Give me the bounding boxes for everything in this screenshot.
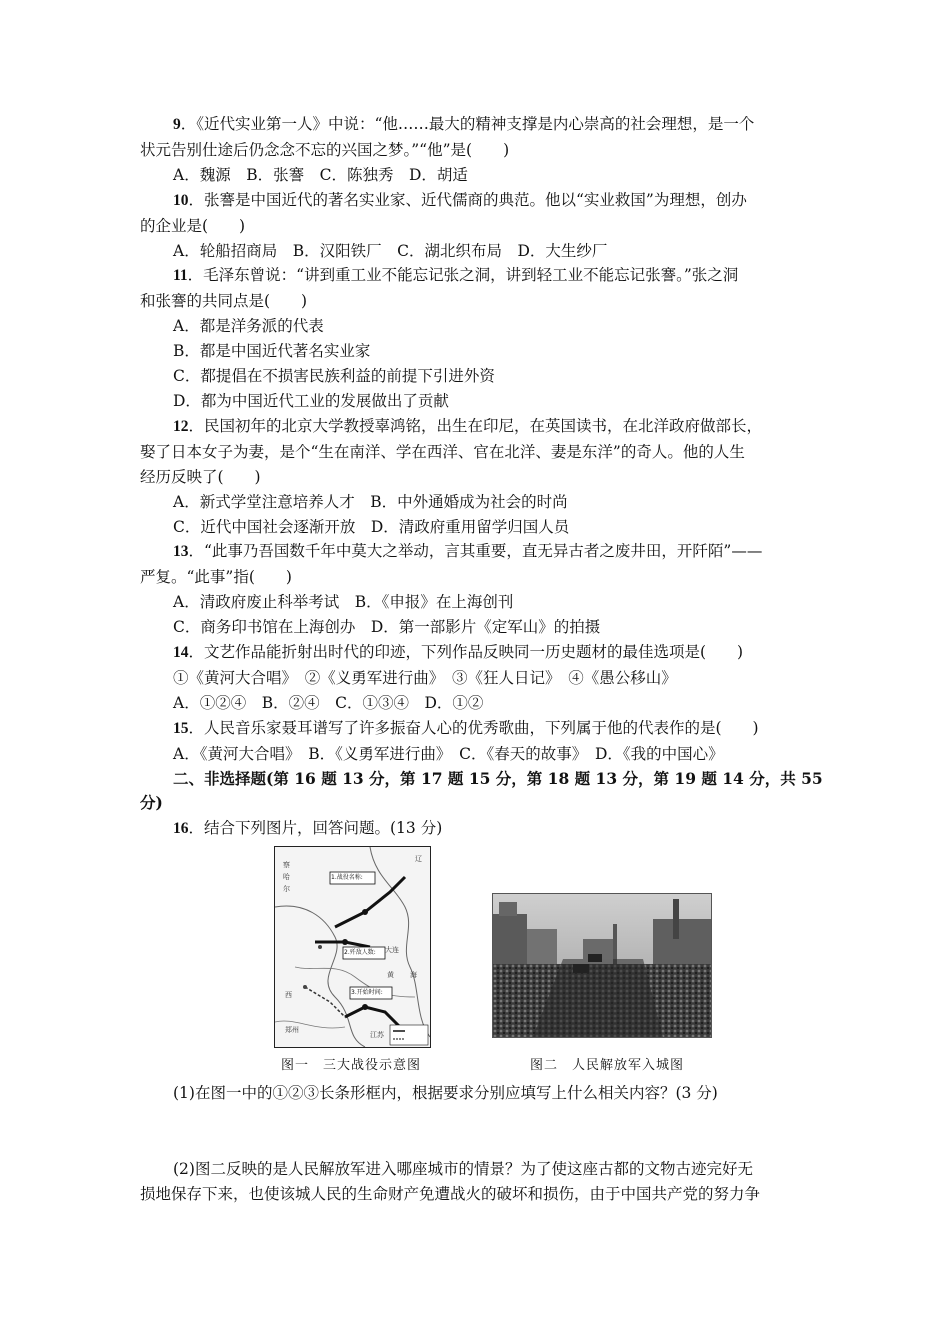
svg-text:察: 察 bbox=[283, 861, 290, 870]
q13-options-ab: A．清政府废止科举考试 B．《申报》在上海创刊 bbox=[173, 593, 514, 612]
q13-number: 13 bbox=[173, 543, 189, 561]
map-box-2-label: 2.歼敌人数: bbox=[344, 949, 376, 957]
q12-number: 12 bbox=[173, 417, 189, 435]
q15-number: 15 bbox=[173, 719, 189, 737]
q9-line2: 状元告别仕途后仍念念不忘的兴国之梦。”“他”是( ) bbox=[140, 140, 510, 159]
svg-text:大连: 大连 bbox=[385, 946, 399, 955]
q11-option-d: D．都为中国近代工业的发展做出了贡献 bbox=[173, 391, 449, 410]
q10-line2: 的企业是( ) bbox=[140, 216, 246, 235]
q15-options: A．《黄河大合唱》 B．《义勇军进行曲》 C．《春天的故事》 D．《我的中国心》 bbox=[173, 744, 724, 763]
svg-text:哈: 哈 bbox=[283, 873, 290, 882]
army-entering-city-image bbox=[493, 894, 711, 1037]
q10-options: A．轮船招商局 B．汉阳铁厂 C．湖北织布局 D．大生纱厂 bbox=[173, 241, 608, 260]
q12-line1: 12．民国初年的北京大学教授辜鸿铭，出生在印尼，在英国读书，在北洋政府做部长， bbox=[173, 416, 763, 435]
q11-option-a: A．都是洋务派的代表 bbox=[173, 317, 324, 336]
svg-text:黄: 黄 bbox=[387, 971, 394, 980]
q16-number: 16 bbox=[173, 820, 189, 838]
svg-text:辽: 辽 bbox=[415, 855, 422, 864]
q14-options: A．①②④ B．②④ C．①③④ D．①② bbox=[173, 693, 484, 712]
q11-option-c: C．都提倡在不损害民族利益的前提下引进外资 bbox=[173, 367, 495, 386]
q9-number: 9 bbox=[173, 116, 181, 133]
battle-map-figure bbox=[274, 846, 431, 1048]
svg-text:西: 西 bbox=[285, 991, 292, 1000]
q11-line2: 和张謇的共同点是( ) bbox=[140, 292, 308, 311]
map-box-3-label: 3.开始时间: bbox=[351, 989, 383, 997]
map-box-1-label: 1.战役名称: bbox=[331, 874, 363, 882]
q14-line1: 14．文艺作品能折射出时代的印迹，下列作品反映同一历史题材的最佳选项是( ) bbox=[173, 643, 744, 662]
q16-figures bbox=[140, 846, 812, 1081]
q11-line1: 11．毛泽东曾说：“讲到重工业不能忘记张之洞，讲到轻工业不能忘记张謇。”张之洞 bbox=[173, 266, 739, 285]
q12-options-cd: C．近代中国社会逐渐开放 D．清政府重用留学归国人员 bbox=[173, 517, 570, 536]
q16-part1: (1)在图一中的①②③长条形框内，根据要求分别应填写上什么相关内容？(3 分) bbox=[173, 1084, 718, 1103]
army-entering-city-photo bbox=[492, 893, 712, 1038]
q10-line1: 10．张謇是中国近代的著名实业家、近代儒商的典范。他以“实业救国”为理想，创办 bbox=[173, 190, 747, 209]
q13-line2: 严复。“此事”指( ) bbox=[140, 568, 292, 587]
svg-text:郑州: 郑州 bbox=[285, 1026, 299, 1035]
q13-options-cd: C．商务印书馆在上海创办 D．第一部影片《定军山》的拍摄 bbox=[173, 618, 601, 637]
q13-line1: 13．“此事乃吾国数千年中莫大之举动，言其重要，直无异古者之废井田，开阡陌”—— bbox=[173, 542, 763, 561]
figure1-caption: 图一 三大战役示意图 bbox=[281, 1058, 422, 1074]
svg-text:江苏: 江苏 bbox=[370, 1031, 384, 1040]
q16-part2-line2: 损地保存下来，也使该城人民的生命财产免遭战火的破坏和损伤，由于中国共产党的努力争 bbox=[140, 1185, 761, 1204]
q12-line3: 经历反映了( ) bbox=[140, 467, 261, 486]
section2-heading-line1: 二、非选择题(第 16 题 13 分，第 17 题 15 分，第 18 题 13 分，第 19 题 14 分，共 55 bbox=[173, 768, 823, 788]
q11-option-b: B．都是中国近代著名实业家 bbox=[173, 342, 371, 361]
svg-text:海: 海 bbox=[410, 971, 417, 980]
exam-page bbox=[140, 112, 823, 1207]
q10-number: 10 bbox=[173, 191, 189, 209]
q16-part2-line1: (2)图二反映的是人民解放军进入哪座城市的情景？为了使这座古都的文物古迹完好无 bbox=[173, 1160, 753, 1179]
q9-options: A．魏源 B．张謇 C．陈独秀 D．胡适 bbox=[173, 165, 468, 184]
q14-number: 14 bbox=[173, 644, 189, 662]
q12-line2: 娶了日本女子为妻，是个“生在南洋、学在西洋、官在北洋、妻是东洋”的奇人。他的人生 bbox=[140, 442, 745, 461]
q15-line1: 15．人民音乐家聂耳谱写了许多振奋人心的优秀歌曲，下列属于他的代表作的是( ) bbox=[173, 718, 759, 737]
section2-heading-line2: 分) bbox=[140, 793, 163, 813]
q12-options-ab: A．新式学堂注意培养人才 B．中外通婚成为社会的时尚 bbox=[173, 492, 568, 511]
q11-number: 11 bbox=[173, 267, 188, 285]
figure2-caption: 图二 人民解放军入城图 bbox=[530, 1058, 685, 1074]
q14-works: ①《黄河大合唱》 ②《义勇军进行曲》 ③《狂人日记》 ④《愚公移山》 bbox=[173, 668, 677, 687]
q9-line1: 9．《近代实业第一人》中说：“他……最大的精神支撑是内心崇高的社会理想，是一个 bbox=[173, 115, 755, 133]
svg-text:尔: 尔 bbox=[283, 885, 290, 894]
q16-stem: 16．结合下列图片，回答问题。(13 分) bbox=[173, 819, 443, 838]
answer-space bbox=[140, 1106, 812, 1157]
